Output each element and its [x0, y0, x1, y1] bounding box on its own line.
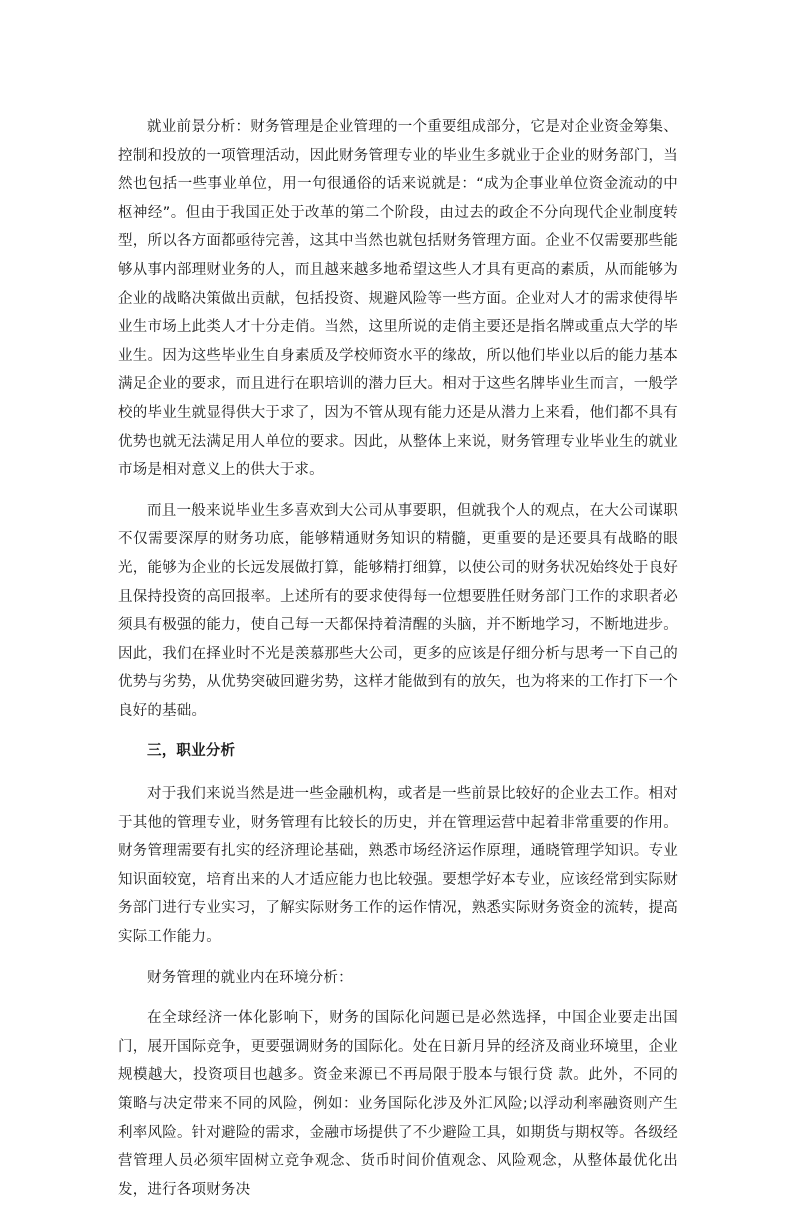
- paragraph-big-company-analysis: 而且一般来说毕业生多喜欢到大公司从事要职，但就我个人的观点，在大公司谋职不仅需要深厚的财务功底，能够精通财务知识的精髓，更重要的是还要具有战略的眼光，能够为企业的长远发展做打算，能够精打细算，以使公司的财务状况始终处于良好且保持投资的高回报率。上述所有的要求使得每一位想要胜任财务部门工作的求职者必须具有极强的能力，使自己每一天都保持着清醒的头脑，并不断地学习，不断地进步。因此，我们在择业时不光是羡慕那些大公司，更多的应该是仔细分析与思考一下自己的优势与劣势，从优势突破回避劣势，这样才能做到有的放矢，也为将来的工作打下一个良好的基础。: [118, 502, 678, 719]
- paragraph-career-analysis: 对于我们来说当然是进一些金融机构，或者是一些前景比较好的企业去工作。相对于其他的管理专业，财务管理有比较长的历史，并在管理运营中起着非常重要的作用。财务管理需要有扎实的经济理论基础，熟悉市场经济运作原理，通晓管理学知识。专业知识面较宽，培育出来的人才适应能力也比较强。要想学好本专业，应该经常到实际财务部门进行专业实习，了解实际财务工作的运作情况，熟悉实际财务资金的流转，提高实际工作能力。: [118, 786, 678, 946]
- paragraph-internal-environment-title: 财务管理的就业内在环境分析：: [147, 969, 353, 986]
- paragraph-globalization: 在全球经济一体化影响下，财务的国际化问题已是必然选择，中国企业要走出国门，展开国际竞争，更要强调财务的国际化。处在日新月异的经济及商业环境里，企业规模越大，投资项目也越多。资金来源已不再局限于股本与银行贷 款。此外，不同的策略与决定带来不同的风险，例如：业务国际化涉及外汇风险;以浮动利率融资则产生利率风险。针对避险的需求，金融市场提供了不少避险工具，如期货与期权等。各级经营管理人员必须牢固树立竞争观念、货币时间价值观念、风险观念，从整体最优化出发，进行各项财务决: [118, 1010, 678, 1198]
- paragraph-employment-prospects: 就业前景分析：财务管理是企业管理的一个重要组成部分，它是对企业资金筹集、控制和投放的一项管理活动，因此财务管理专业的毕业生多就业于企业的财务部门，当然也包括一些事业单位，用一句很通俗的话来说就是：“成为企事业单位资金流动的中枢神经”。但由于我国正处于改革的第二个阶段，由过去的政企不分向现代企业制度转型，所以各方面都亟待完善，这其中当然也就包括财务管理方面。企业不仅需要那些能够从事内部理财业务的人，而且越来越多地希望这些人才具有更高的素质，从而能够为企业的战略决策做出贡献，包括投资、规避风险等一些方面。企业对人才的需求使得毕业生市场上此类人才十分走俏。当然，这里所说的走俏主要还是指名牌或重点大学的毕业生。因为这些毕业生自身素质及学校师资水平的缘故，所以他们毕业以后的能力基本满足企业的要求，而且进行在职培训的潜力巨大。相对于这些名牌毕业生而言，一般学校的毕业生就显得供大于求了，因为不管从现有能力还是从潜力上来看，他们都不具有优势也就无法满足用人单位的要求。因此，从整体上来说，财务管理专业毕业生的就业市场是相对意义上的供大于求。: [118, 119, 678, 479]
- section-heading-career-analysis: 三，职业分析: [147, 743, 236, 760]
- document-body: [118, 113, 678, 1216]
